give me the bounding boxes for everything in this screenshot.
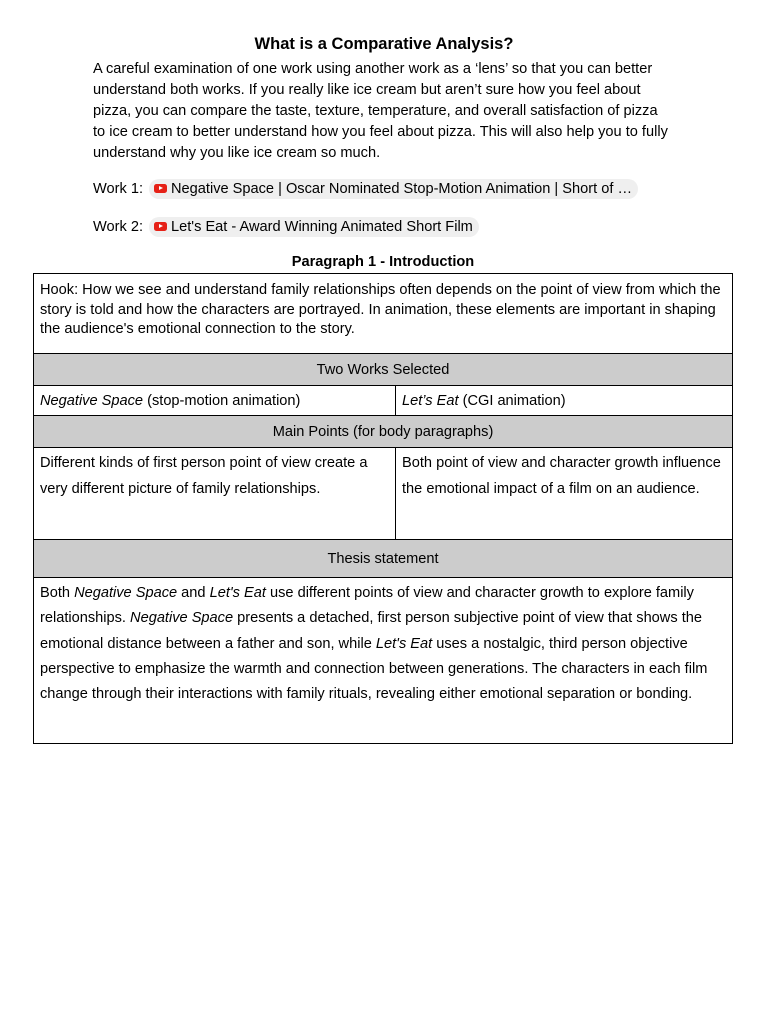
work-2-link-text[interactable]: Let's Eat - Award Winning Animated Short Film bbox=[171, 219, 473, 235]
work-1-link-chip[interactable] bbox=[149, 179, 638, 199]
thesis-title-italic: Let's Eat bbox=[375, 635, 433, 652]
work-2-link-chip[interactable] bbox=[149, 217, 479, 237]
thesis-text: Both bbox=[40, 585, 75, 601]
thesis-header: Thesis statement bbox=[34, 540, 733, 578]
work-1-link-text[interactable]: Negative Space | Oscar Nominated Stop-Motion Animation | Short of … bbox=[171, 181, 633, 197]
page-title: What is a Comparative Analysis? bbox=[254, 35, 514, 53]
thesis-text: presents a detached, first person subjective point of view that shows the emotional distance between a father and son, while bbox=[40, 610, 702, 652]
thesis-title-italic: Let's Eat bbox=[209, 585, 266, 601]
work-1-type: (stop-motion animation) bbox=[143, 392, 301, 409]
work-1-cell bbox=[34, 386, 396, 416]
thesis-text: use different points of view and character growth to explore family relationships. bbox=[40, 585, 694, 627]
work-2-type: (CGI animation) bbox=[458, 392, 566, 409]
main-points-header: Main Points (for body paragraphs) bbox=[34, 416, 733, 448]
works-header: Two Works Selected bbox=[34, 354, 733, 386]
hook-cell: Hook: How we see and understand family relationships often depends on the point of view from which the story is told and how the characters are portrayed. In animation, these elements are important in shaping the audience's emotional connection to the story. bbox=[34, 274, 733, 354]
work-1-label: Work 1: bbox=[93, 181, 144, 197]
thesis-title-italic: Negative Space bbox=[74, 585, 178, 601]
work-1-row bbox=[93, 179, 638, 199]
thesis-text: and bbox=[177, 585, 210, 601]
youtube-icon bbox=[154, 222, 167, 231]
outline-table bbox=[33, 273, 733, 744]
work-2-title: Let’s Eat bbox=[402, 392, 459, 409]
thesis-title-italic: Negative Space bbox=[130, 610, 234, 627]
paragraph-title: Paragraph 1 - Introduction bbox=[291, 254, 475, 270]
main-point-1: Different kinds of first person point of view create a very different picture of family relationships. bbox=[34, 448, 396, 540]
youtube-icon bbox=[154, 184, 167, 193]
work-2-row bbox=[93, 217, 479, 237]
main-point-2: Both point of view and character growth influence the emotional impact of a film on an audience. bbox=[396, 448, 733, 540]
intro-paragraph: A careful examination of one work using another work as a ‘lens’ so that you can better understand both works. If you really like ice cream but aren’t sure how you feel about pizza, you can compare the taste, texture, temperature, and overall satisfaction of pizza to ice cream to better understand how you feel about pizza. This will also help you to fully understand why you like ice cream so much. bbox=[93, 61, 668, 161]
thesis-cell bbox=[34, 578, 733, 744]
thesis-text: uses a nostalgic, third person objective perspective to emphasize the warmth and connection between generations. The characters in each film change through their interactions with family rituals, revealing either emotional separation or bonding. bbox=[40, 635, 708, 703]
work-1-title: Negative Space bbox=[40, 392, 144, 409]
work-2-cell bbox=[396, 386, 733, 416]
work-2-label: Work 2: bbox=[93, 219, 144, 235]
